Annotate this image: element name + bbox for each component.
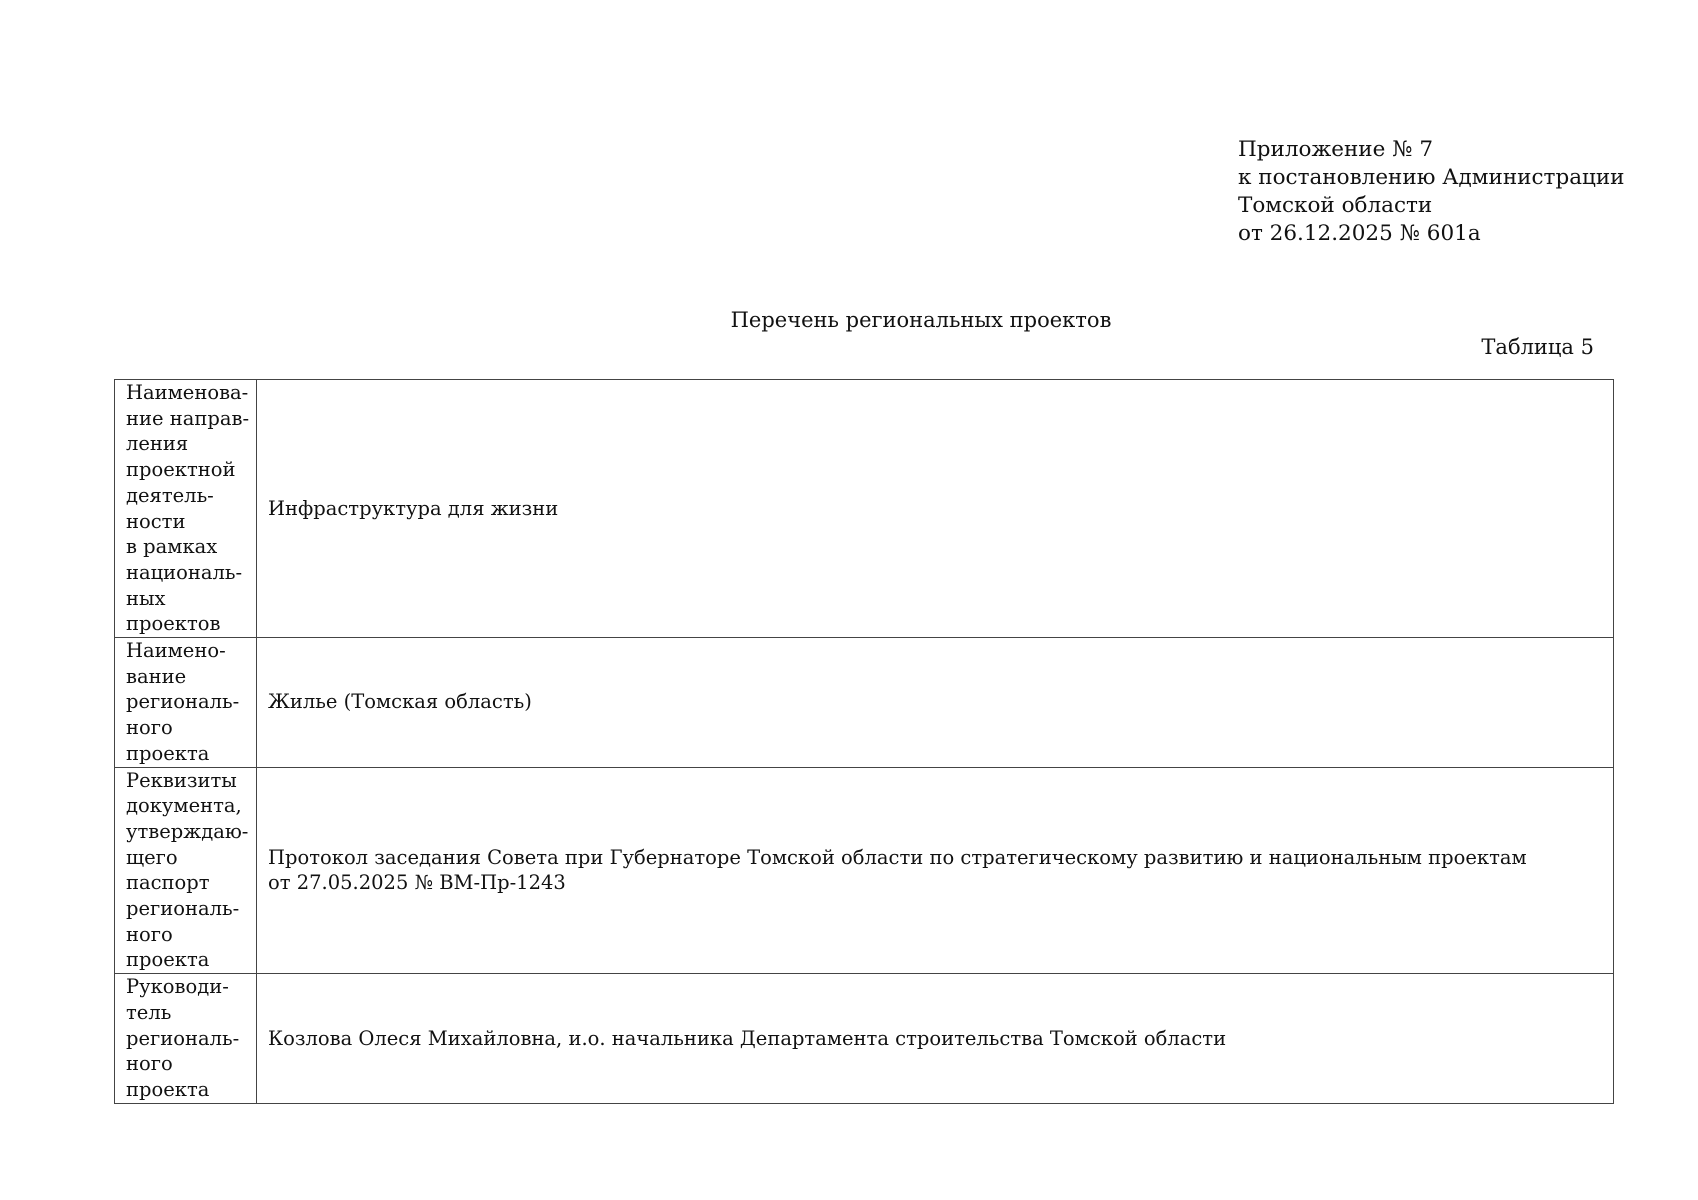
appendix-date: от 26.12.2025 № 601а [1238,221,1481,246]
table-row-direction [115,380,1614,638]
label-line: проекта [126,741,210,765]
regional-projects-table [114,379,1614,1104]
label-line: в рамках [126,535,218,559]
row-label-document-details [115,767,257,974]
label-line: проектов [126,612,221,636]
row-value-project-head [257,974,1614,1104]
label-line: ных [126,586,166,610]
row-value-direction [257,380,1614,638]
label-line: Руководи- [126,975,229,999]
label-line: проектной [126,458,236,482]
label-line: Наимено- [126,639,226,663]
label-line: тель [126,1000,172,1024]
row-value-project-name [257,638,1614,768]
appendix-region: Томской области [1238,193,1433,218]
value-line: от 27.05.2025 № ВМ-Пр-1243 [268,871,566,895]
label-line: Реквизиты [126,768,237,792]
label-line: ние направ- [126,406,250,430]
row-label-direction [115,380,257,638]
label-line: региональ- [126,1026,240,1050]
table-number-label: Таблица 5 [1481,335,1594,359]
label-line: региональ- [126,897,240,921]
appendix-header [1238,136,1625,248]
label-line: вание [126,664,187,688]
label-line: Наименова- [126,381,249,404]
label-line: ного [126,1052,173,1076]
row-label-project-name [115,638,257,768]
label-line: проекта [126,948,210,972]
label-line: ности [126,509,186,533]
label-line: щего [126,845,178,869]
table-row-document-details [115,767,1614,974]
label-line: националь- [126,560,243,584]
label-line: деятель- [126,483,214,507]
label-line: ления [126,432,189,456]
document-title [0,306,1698,334]
label-line: ного [126,922,173,946]
value-line: Протокол заседания Совета при Губернаторе Томской области по стратегическому развитию и национальным проектам [268,845,1527,869]
row-value-document-details [257,767,1614,974]
table-row-project-head [115,974,1614,1104]
label-line: документа, [126,794,242,818]
value-line: Козлова Олеся Михайловна, и.о. начальника Департамента строительства Томской области [268,1026,1227,1050]
value-line: Инфраструктура для жизни [268,496,559,520]
table-row-project-name [115,638,1614,768]
row-label-project-head [115,974,257,1104]
label-line: утверждаю- [126,819,249,843]
appendix-number: Приложение № 7 [1238,137,1434,162]
label-line: региональ- [126,690,240,714]
label-line: проекта [126,1077,210,1101]
appendix-reference: к постановлению Администрации [1238,165,1625,190]
value-line: Жилье (Томская область) [268,690,532,714]
document-title-text: Перечень региональных проектов [730,308,1112,332]
label-line: паспорт [126,871,210,895]
label-line: ного [126,716,173,740]
